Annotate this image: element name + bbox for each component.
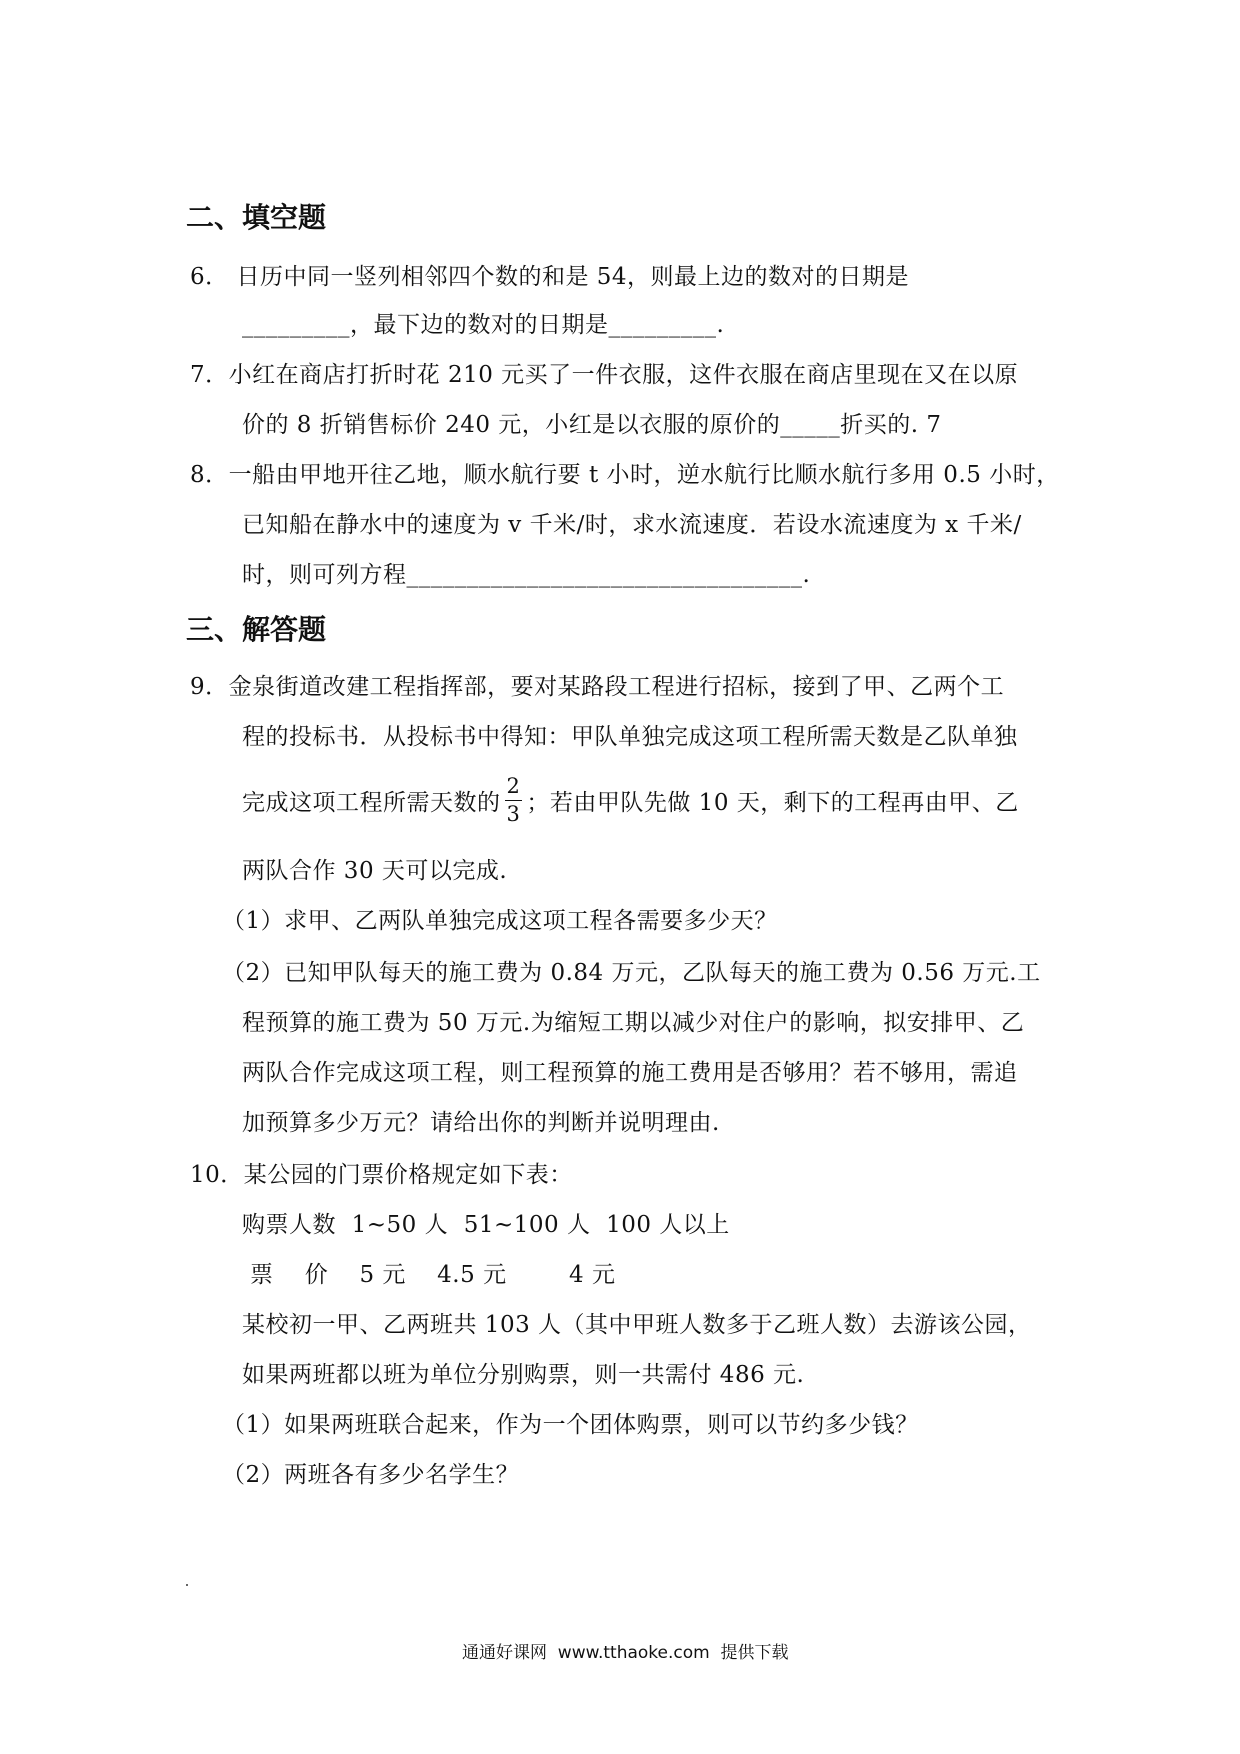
page-footer: 通通好课网 www.tthaoke.com 提供下载	[462, 1643, 789, 1663]
question-10-sub-2: （2）两班各有多少名学生？	[222, 1462, 520, 1488]
question-9-line-1: 9．金泉街道改建工程指挥部，要对某路段工程进行招标，接到了甲、乙两个工	[190, 674, 1005, 700]
question-10-sub-1: （1）如果两班联合起来，作为一个团体购票，则可以节约多少钱？	[222, 1412, 919, 1438]
question-7-line-1: 7．小红在商店打折时花 210 元买了一件衣服，这件衣服在商店里现在又在以原	[190, 362, 1019, 388]
question-9-line-3-after: ；若由甲队先做 10 天，剩下的工程再由甲、乙	[526, 790, 1019, 816]
fraction-numerator: 2	[505, 776, 523, 801]
question-9-line-3	[242, 776, 1019, 825]
fraction	[505, 776, 523, 825]
question-6-line-1: 6． 日历中同一竖列相邻四个数的和是 54，则最上边的数对的日期是	[190, 264, 910, 290]
question-9-sub-2-line-2: 程预算的施工费为 50 万元.为缩短工期以减少对住户的影响，拟安排甲、乙	[242, 1010, 1025, 1036]
question-8-line-3: 时，则可列方程_________________________________.	[242, 562, 811, 588]
question-8-line-2: 已知船在静水中的速度为 v 千米/时，求水流速度．若设水流速度为 x 千米/	[242, 512, 1022, 538]
stray-dot	[186, 1584, 188, 1586]
ticket-table-row-2: 票 价 5 元 4.5 元 4 元	[250, 1262, 616, 1288]
question-7-line-2: 价的 8 折销售标价 240 元，小红是以衣服的原价的_____折买的. 7	[242, 412, 942, 438]
ticket-table-row-1: 购票人数 1~50 人 51~100 人 100 人以上	[242, 1212, 730, 1238]
question-9-line-4: 两队合作 30 天可以完成.	[242, 858, 508, 884]
question-9-line-3-before: 完成这项工程所需天数的	[242, 790, 501, 816]
question-10-line-2: 某校初一甲、乙两班共 103 人（其中甲班人数多于乙班人数）去游该公园，	[242, 1312, 1032, 1338]
question-10-line-3: 如果两班都以班为单位分别购票，则一共需付 486 元.	[242, 1362, 805, 1388]
question-9-sub-2-line-4: 加预算多少万元？请给出你的判断并说明理由.	[242, 1110, 720, 1136]
section-fill-in-heading: 二、填空题	[186, 201, 327, 234]
fraction-denominator: 3	[506, 802, 521, 826]
question-10-line-1: 10．某公园的门票价格规定如下表：	[190, 1162, 573, 1188]
question-9-sub-1: （1）求甲、乙两队单独完成这项工程各需要多少天？	[222, 908, 778, 934]
question-9-line-2: 程的投标书．从投标书中得知：甲队单独完成这项工程所需天数是乙队单独	[242, 724, 1018, 750]
question-9-sub-2-line-1: （2）已知甲队每天的施工费为 0.84 万元，乙队每天的施工费为 0.56 万元.工	[222, 960, 1041, 986]
question-9-sub-2-line-3: 两队合作完成这项工程，则工程预算的施工费用是否够用？若不够用，需追	[242, 1060, 1018, 1086]
section-answer-heading: 三、解答题	[186, 613, 327, 646]
question-6-line-2: _________，最下边的数对的日期是_________.	[242, 312, 725, 338]
question-8-line-1: 8．一船由甲地开往乙地，顺水航行要 t 小时，逆水航行比顺水航行多用 0.5 小时，	[190, 462, 1060, 488]
